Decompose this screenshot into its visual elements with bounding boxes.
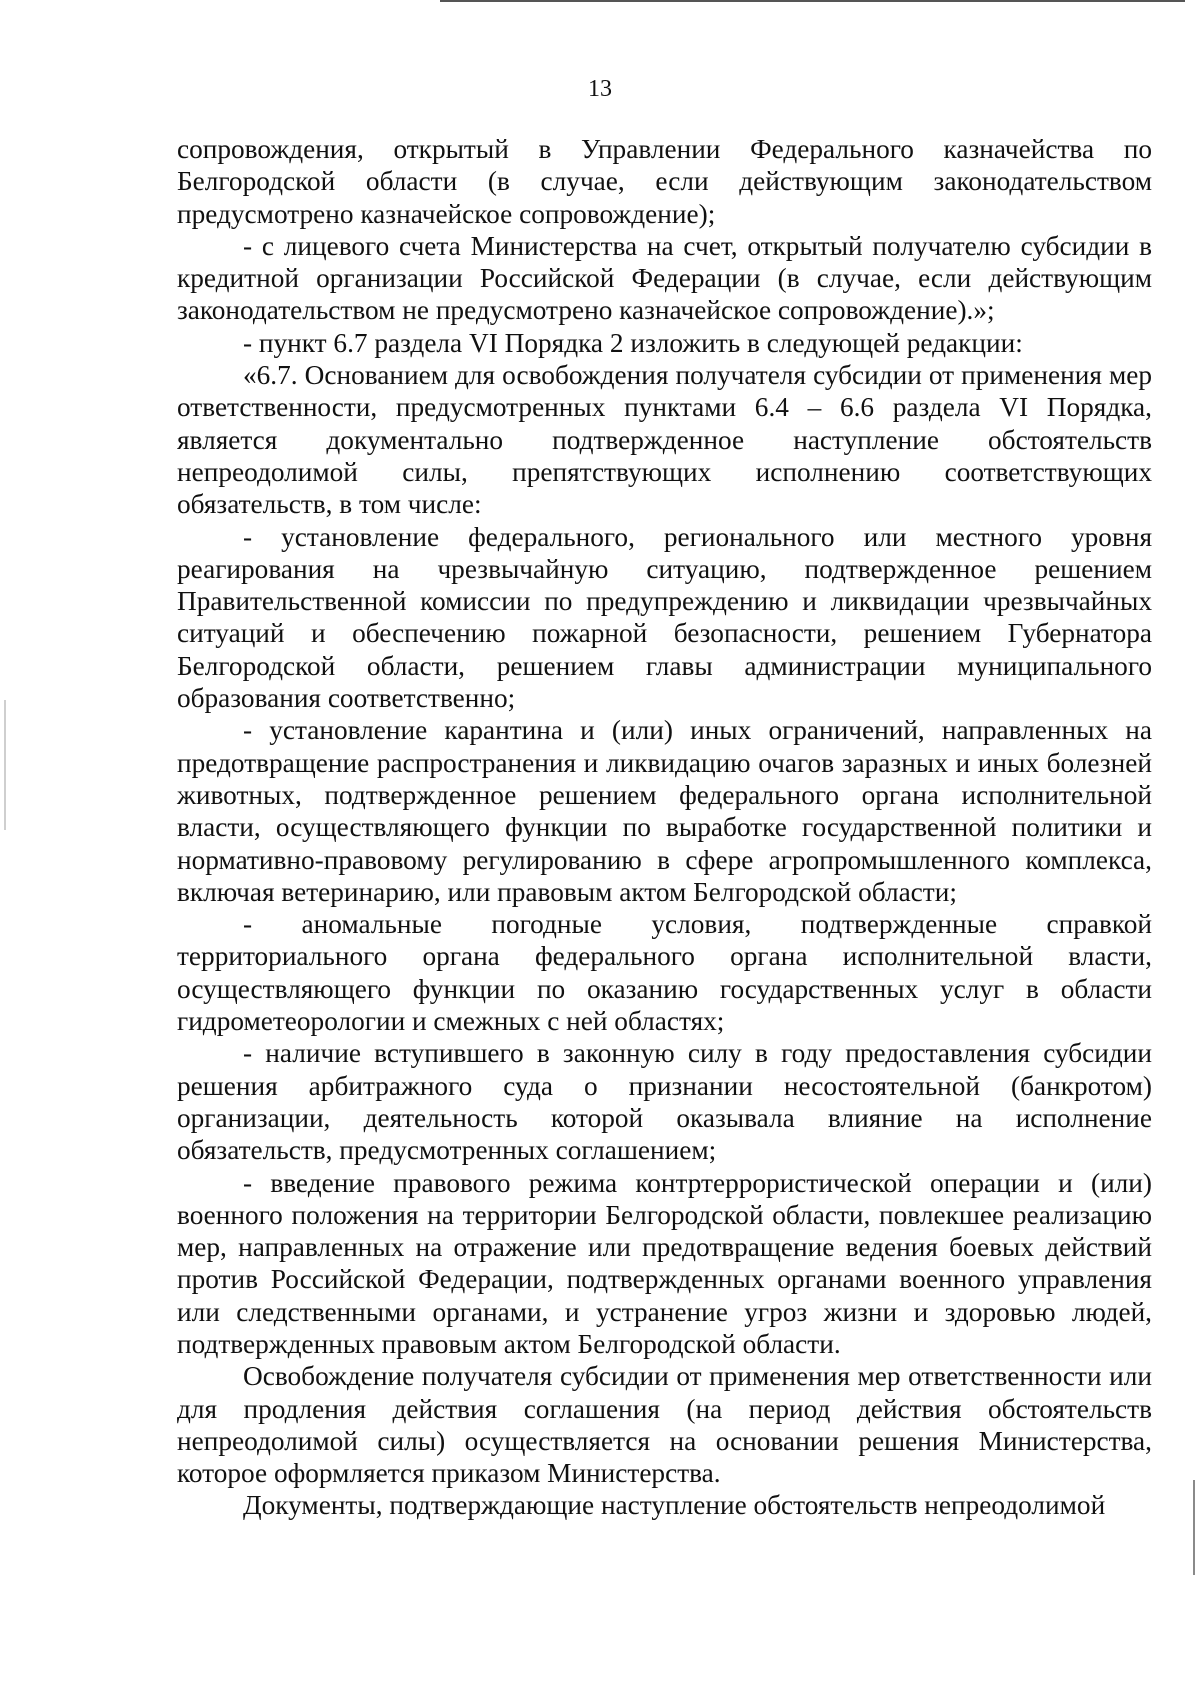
document-body [177,133,1152,1522]
paragraph-supporting-documents: Документы, подтверждающие наступление обстоятельств непреодолимой [243,1490,1106,1521]
scan-edge-mark-right [1193,1480,1195,1575]
paragraph-clause-6-7: «6.7. Основанием для освобождения получателя субсидии от применения мер ответственности, предусмотренных пунктами 6.4 – 6.6 раздела VI Порядка, является документально подтвержденное наступление обстоятельств непреодолимой силы, препятствующих исполнению соответствующих обязательств, в том числе: [177,360,1152,520]
paragraph-amendment-instruction: - пункт 6.7 раздела VI Порядка 2 изложить в следующей редакции: [243,327,1023,358]
page-number: 13 [588,76,612,102]
list-item-counterterrorism: - введение правового режима контртеррористической операции и (или) военного положения на территории Белгородской области, повлекшее реализацию мер, направленных на отражение или предотвращение ведения боевых действий против Российской Федерации, подтвержденных органами военного управления или следственными органами, и устранение угроз жизни и здоровью людей, подтвержденных правовым актом Белгородской области. [177,1167,1152,1359]
paragraph-continuation: сопровождения, открытый в Управлении Федерального казначейства по Белгородской области (в случае, если действующим законодательством предусмотрено казначейское сопровождение); [177,134,1152,229]
scan-edge-mark-left [4,700,6,830]
paragraph-exemption-decision: Освобождение получателя субсидии от применения мер ответственности или для продления действия соглашения (на период действия обстоятельств непреодолимой силы) осуществляется на основании решения Министерства, которое оформляется приказом Министерства. [177,1361,1152,1489]
list-item-emergency-response: - установление федерального, регионального или местного уровня реагирования на чрезвычайную ситуацию, подтвержденное решением Правительственной комиссии по предупреждению и ликвидации чрезвычайных ситуаций и обеспечению пожарной безопасности, решением Губернатора Белгородской области, решением главы администрации муниципального образования соответственно; [177,521,1152,714]
list-item-bankruptcy: - наличие вступившего в законную силу в году предоставления субсидии решения арбитражного суда о признании несостоятельной (банкротом) организации, деятельность которой оказывала влияние на исполнение обязательств, предусмотренных соглашением; [177,1038,1152,1166]
list-item-quarantine: - установление карантина и (или) иных ограничений, направленных на предотвращение распространения и ликвидацию очагов заразных и иных болезней животных, подтвержденное решением федерального органа исполнительной власти, осуществляющего функции по выработке государственной политики и нормативно-правовому регулированию в сфере агропромышленного комплекса, включая ветеринарию, или правовым актом Белгородской области; [177,715,1152,907]
list-item-weather-conditions: - аномальные погодные условия, подтвержденные справкой территориального органа федерального органа исполнительной власти, осуществляющего функции по оказанию государственных услуг в области гидрометеорологии и смежных с ней областях; [177,909,1152,1037]
paragraph-account-item: - с лицевого счета Министерства на счет, открытый получателю субсидии в кредитной организации Российской Федерации (в случае, если действующим законодательством не предусмотрено казначейское сопровождение).»; [177,230,1152,326]
top-border-line [440,0,1185,2]
